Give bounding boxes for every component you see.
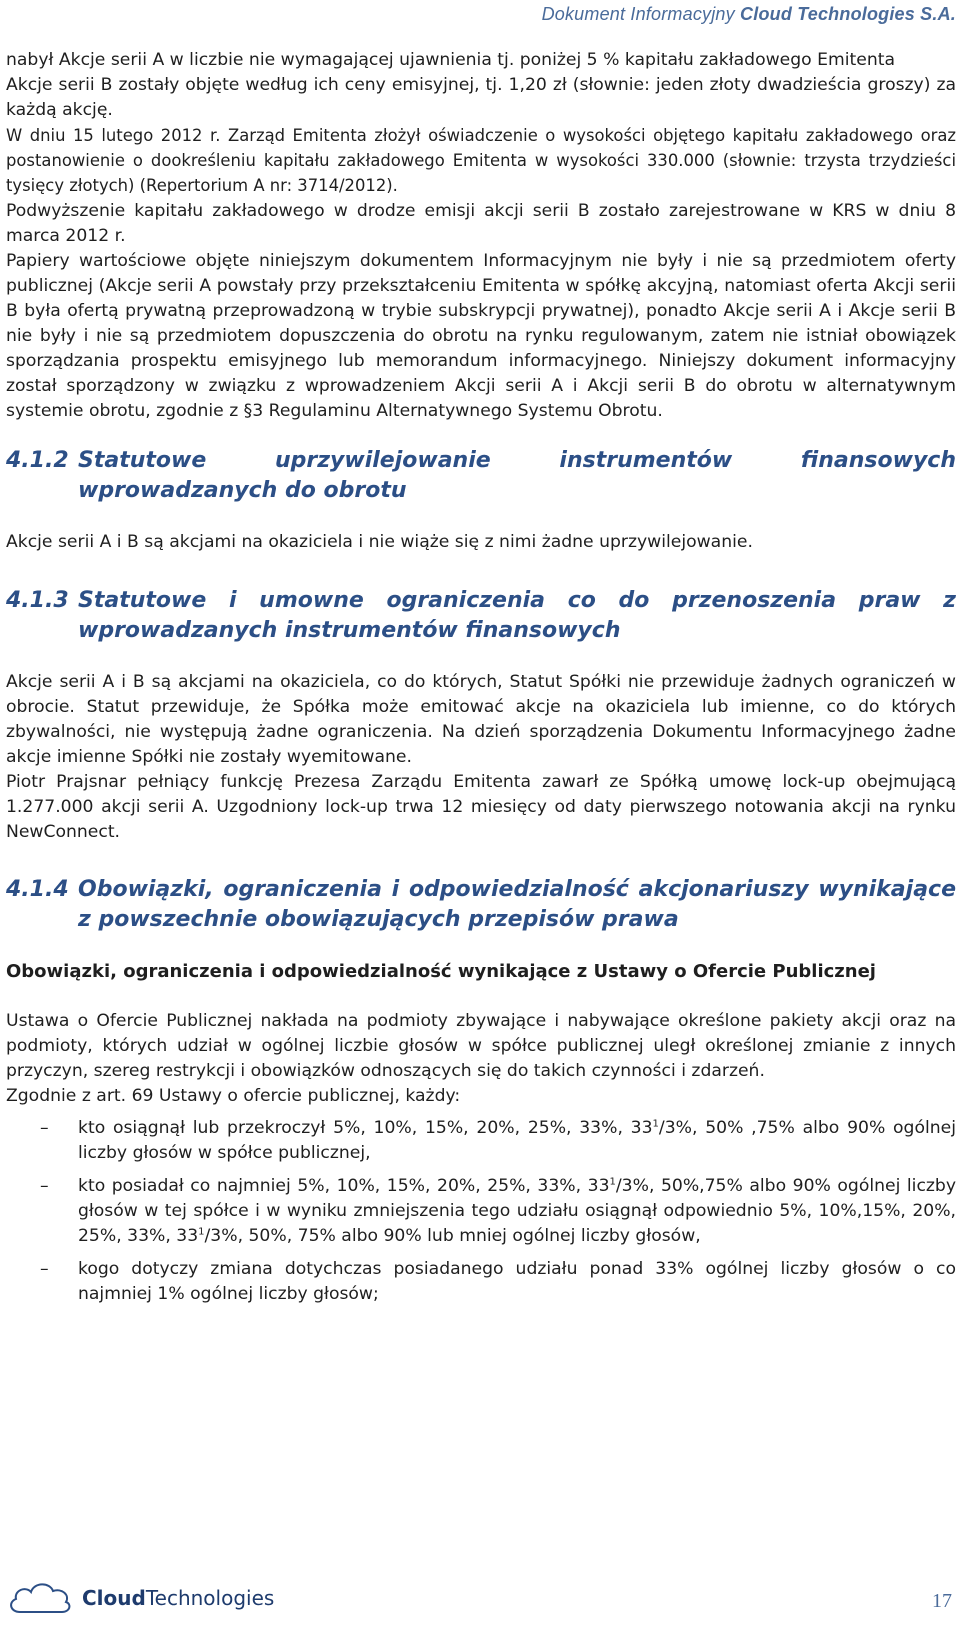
list-item	[6, 1257, 956, 1307]
section-title: Statutowe uprzywilejowanie instrumentów finansowych wprowadzanych do obrotu	[78, 448, 956, 504]
list-item	[6, 1174, 956, 1249]
list-text-part: /3%, 50%, 75% albo 90% lub mniej ogólnej liczby głosów,	[204, 1225, 701, 1246]
section-title: Obowiązki, ograniczenia i odpowiedzialność akcjonariuszy wynikające z powszechnie obowiązujących przepisów prawa	[78, 877, 956, 933]
section-heading-413	[6, 586, 956, 646]
paragraph: W dniu 15 lutego 2012 r. Zarząd Emitenta złożył oświadczenie o wysokości objętego kapitału zakładowego oraz postanowienie o dookreśleniu kapitału zakładowego Emitenta w wysokości 330.000 (słownie: trzysta trzydzieści tysięcy złotych) (Repertorium A nr: 3714/2012).	[6, 126, 956, 196]
cloud-icon	[6, 1578, 74, 1618]
list-text-part: kogo dotyczy zmiana dotychczas posiadanego udziału ponad 33% ogólnej liczby głosów o co najmniej 1% ogólnej liczby głosów;	[78, 1259, 956, 1305]
section-number: 4.1.4	[6, 877, 69, 903]
obligations-list	[6, 1116, 956, 1308]
section-number: 4.1.2	[6, 448, 69, 474]
section-number: 4.1.3	[6, 587, 69, 613]
section-title: Statutowe i umowne ograniczenia co do przenoszenia praw z wprowadzanych instrumentów finansowych	[78, 587, 956, 643]
paragraph: Piotr Prajsnar pełniący funkcję Prezesa Zarządu Emitenta zawarł ze Spółką umowę lock-up obejmującą 1.277.000 akcji serii A. Uzgodniony lock-up trwa 12 miesięcy od daty pierwszego notowania akcji na rynku NewConnect.	[6, 771, 956, 843]
paragraph: nabył Akcje serii A w liczbie nie wymagającej ujawnienia tj. poniżej 5 % kapitału zakładowego Emitenta	[6, 50, 895, 70]
header-prefix: Dokument Informacyjny	[541, 4, 741, 24]
list-dash: –	[40, 1259, 49, 1279]
list-text-sup: 1	[198, 1226, 205, 1238]
footer-brand	[82, 1586, 274, 1610]
paragraph: Papiery wartościowe objęte niniejszym dokumentem Informacyjnym nie były i nie są przedmiotem oferty publicznej (Akcje serii A powstały przy przekształceniu Emitenta w spółkę akcyjną, natomiast oferta Akcji serii B była ofertą prywatną przeprowadzoną w trybie subskrypcji prywatnej), ponadto Akcje serii A i Akcje serii B nie były i nie są przedmiotem dopuszczenia do obrotu na rynku regulowanym, zatem nie istniał obowiązek sporządzania prospektu emisyjnego lub memorandum informacyjnego. Niniejszy dokument informacyjny został sporządzony w związku z wprowadzeniem Akcji serii A i Akcji serii B do obrotu w alternatywnym systemie obrotu, zgodnie z §3 Regulaminu Alternatywnego Systemu Obrotu.	[6, 250, 956, 422]
brand-bold: Cloud	[82, 1586, 146, 1610]
paragraph: Zgodnie z art. 69 Ustawy o ofercie publicznej, każdy:	[6, 1086, 461, 1107]
list-dash: –	[40, 1117, 49, 1138]
list-item	[6, 1116, 956, 1166]
list-dash: –	[40, 1175, 49, 1196]
footer-logo	[6, 1578, 274, 1618]
list-text-part: /3%, 50% ,75% albo 90% ogólnej liczby głosów w spółce publicznej,	[78, 1117, 956, 1163]
subheading: Obowiązki, ograniczenia i odpowiedzialność wynikające z Ustawy o Ofercie Publicznej	[6, 961, 876, 983]
page-header	[542, 4, 956, 25]
page-number: 17	[932, 1590, 952, 1612]
page-content	[6, 48, 956, 1315]
paragraph: Akcje serii B zostały objęte według ich ceny emisyjnej, tj. 1,20 zł (słownie: jeden złoty dwadzieścia groszy) za każdą akcję.	[6, 75, 956, 121]
list-item-text	[78, 1174, 956, 1249]
paragraph: Akcje serii A i B są akcjami na okaziciela, co do których, Statut Spółki nie przewiduje żadnych ograniczeń w obrocie. Statut przewiduje, że Spółka może emitować akcje na okaziciela lub imienne, co do których zbywalności, nie występują żadne ograniczenia. Na dzień sporządzenia Dokumentu Informacyjnego żadne akcje imienne Spółki nie zostały wyemitowane.	[6, 671, 956, 767]
header-company: Cloud Technologies S.A.	[740, 4, 956, 24]
list-text-part: kto posiadał co najmniej 5%, 10%, 15%, 20%, 25%, 33%, 33	[78, 1175, 610, 1196]
paragraph: Ustawa o Ofercie Publicznej nakłada na podmioty zbywające i nabywające określone pakiety akcji oraz na podmioty, których udział w ogólnej liczbie głosów w spółce publicznej uległ określonej zmianie z innych przyczyn, szereg restrykcji i obowiązków odnoszących się do takich czynności i zdarzeń.	[6, 1011, 956, 1082]
list-item-text	[78, 1257, 956, 1307]
list-text-part: kto osiągnął lub przekroczył 5%, 10%, 15%, 20%, 25%, 33%, 33	[78, 1117, 653, 1138]
paragraph: Akcje serii A i B są akcjami na okaziciela i nie wiąże się z nimi żadne uprzywilejowanie.	[6, 532, 753, 553]
paragraph: Podwyższenie kapitału zakładowego w drodze emisji akcji serii B zostało zarejestrowane w KRS w dniu 8 marca 2012 r.	[6, 200, 956, 246]
section-heading-414	[6, 875, 956, 935]
brand-rest: Technologies	[145, 1586, 275, 1610]
list-text-sup: 1	[652, 1117, 659, 1129]
list-text-sup: 1	[609, 1175, 616, 1187]
list-item-text	[78, 1116, 956, 1166]
section-heading-412	[6, 446, 956, 506]
list-text-part: /3%, 50%,75% albo 90% ogólnej liczby głosów w tej spółce i w wyniku zmniejszenia tego udziału osiągnął odpowiednio 5%, 10%,15%, 20%, 25%, 33%, 33	[78, 1175, 956, 1246]
